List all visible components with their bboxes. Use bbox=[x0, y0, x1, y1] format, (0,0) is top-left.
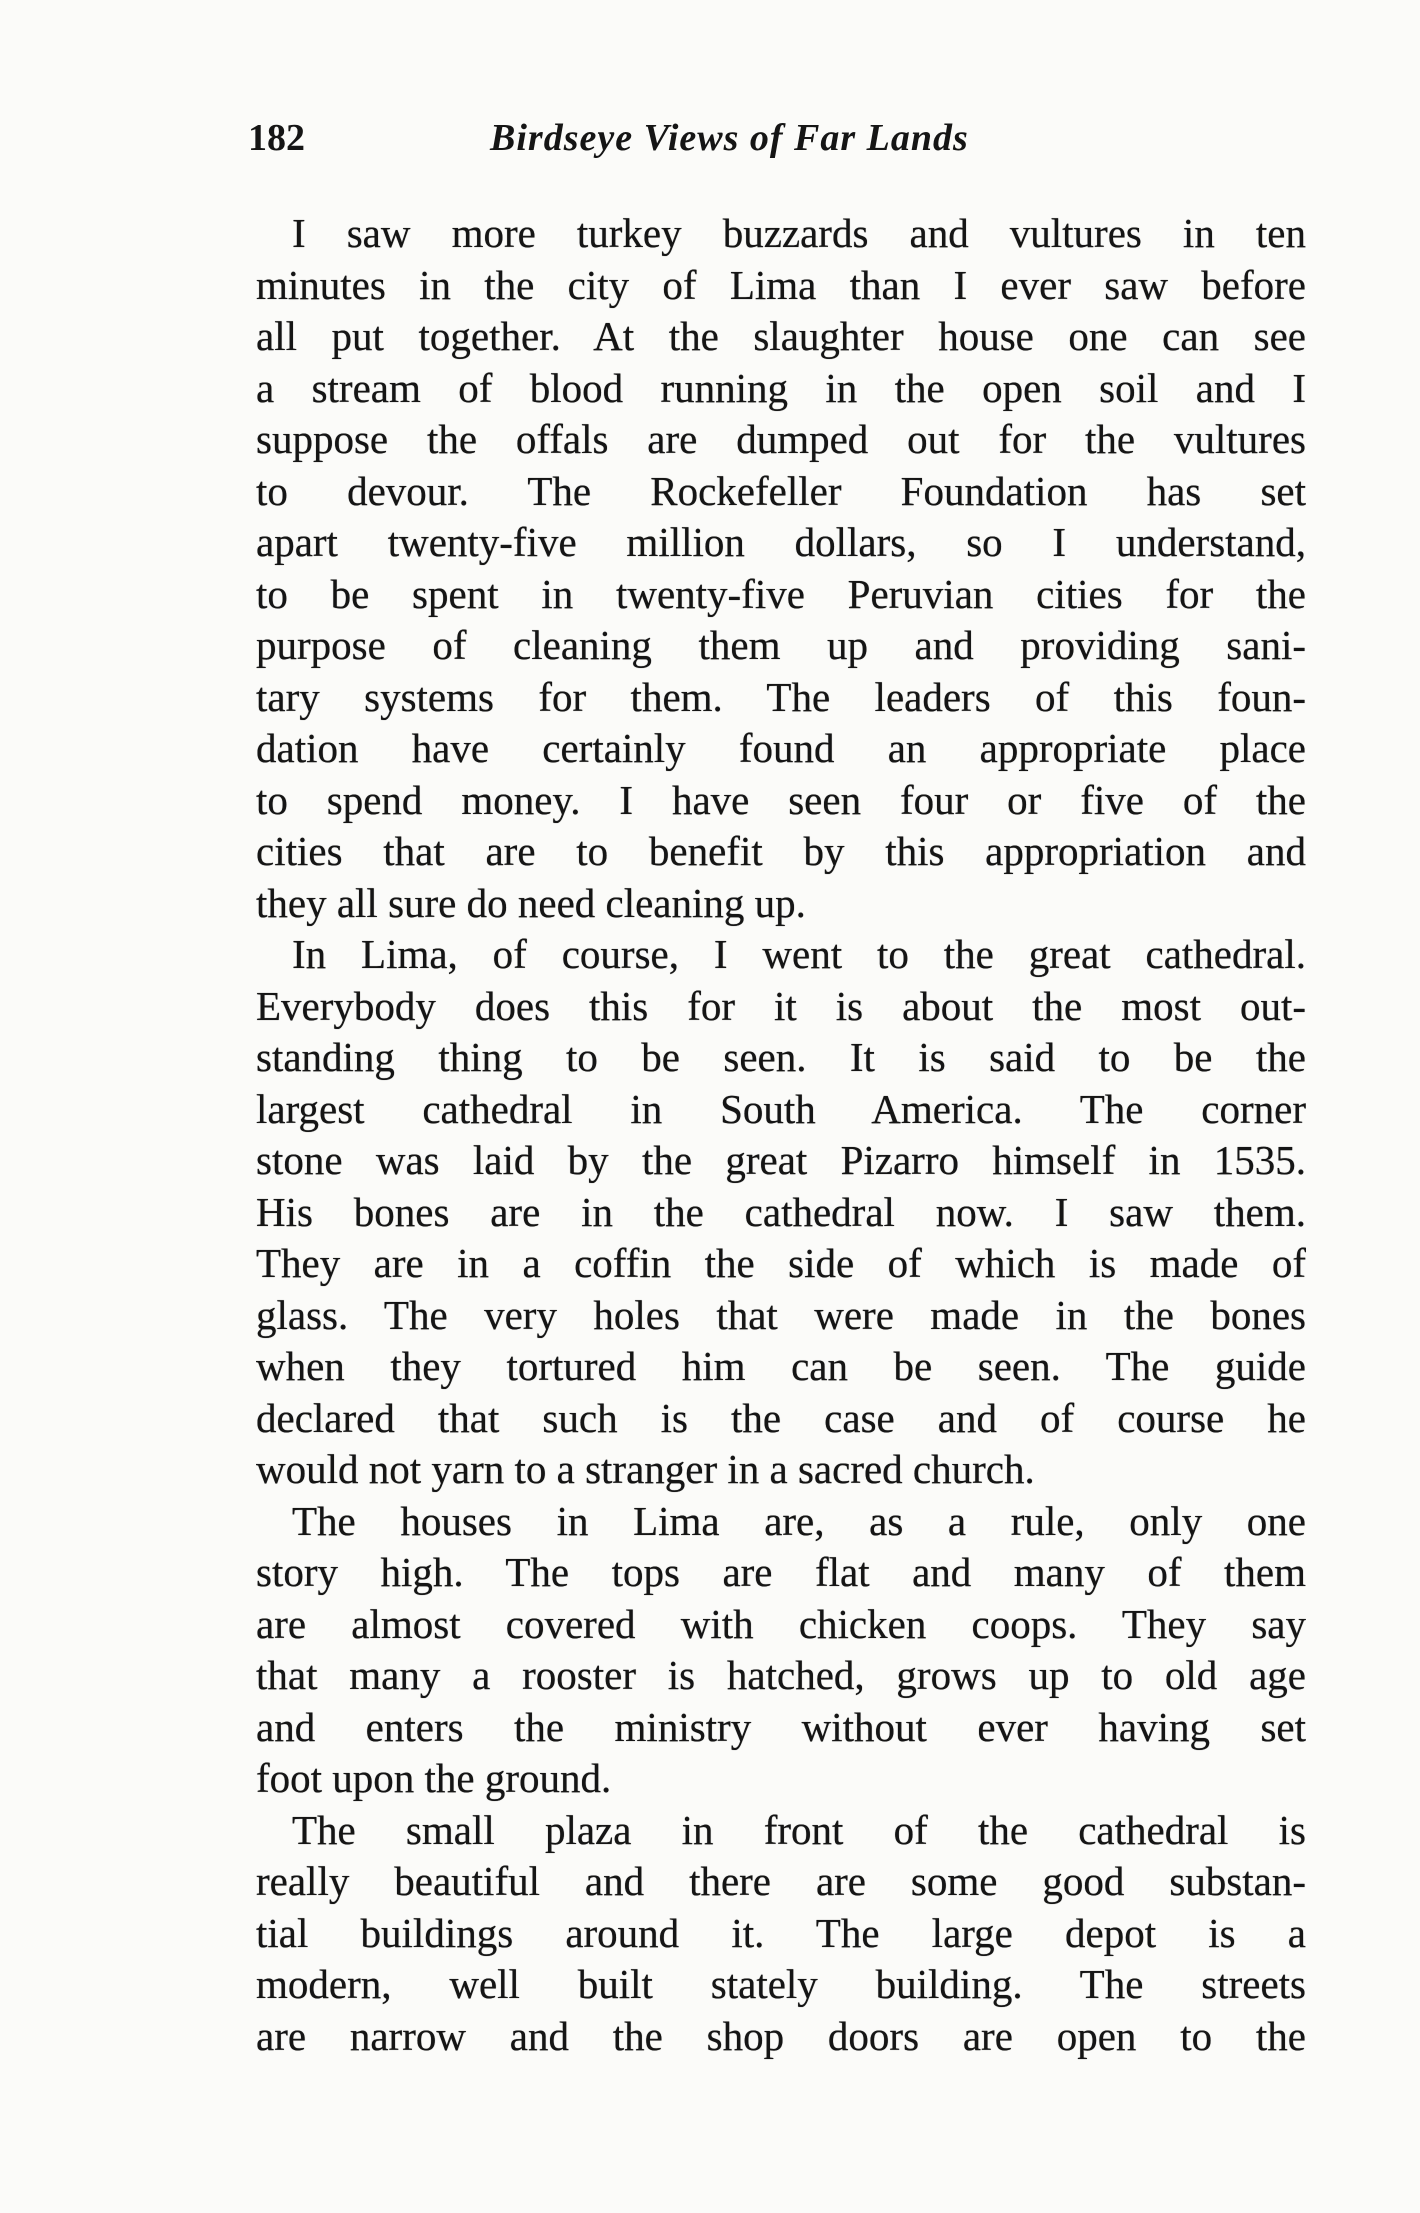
text-line: are almost covered with chicken coops. They say bbox=[256, 1600, 1306, 1647]
text-line: all put together. At the slaughter house one can see bbox=[256, 313, 1306, 359]
text-line: apart twenty-five million dollars, so I understand, bbox=[256, 519, 1306, 565]
text-line: modern, well built stately building. The streets bbox=[256, 1961, 1306, 2007]
text-line: standing thing to be seen. It is said to be the bbox=[256, 1034, 1306, 1080]
text-line: to devour. The Rockefeller Foundation has set bbox=[256, 467, 1306, 514]
text-line: Everybody does this for it is about the most out- bbox=[256, 982, 1306, 1029]
text-line: would not yarn to a stranger in a sacred church. bbox=[256, 1446, 1035, 1492]
paragraph bbox=[256, 1496, 1306, 1805]
text-line: when they tortured him can be seen. The guide bbox=[256, 1343, 1306, 1389]
text-line: stone was laid by the great Pizarro himself in 1535. bbox=[256, 1137, 1306, 1183]
text-line: that many a rooster is hatched, grows up to old age bbox=[256, 1652, 1306, 1698]
text-line: to be spent in twenty-five Peruvian cities for the bbox=[256, 570, 1306, 617]
text-line: really beautiful and there are some good substan- bbox=[256, 1858, 1306, 1904]
text-line: are narrow and the shop doors are open to the bbox=[256, 2012, 1306, 2059]
text-line: They are in a coffin the side of which is made of bbox=[256, 1240, 1306, 1286]
paragraph bbox=[256, 1805, 1306, 2063]
text-line: purpose of cleaning them up and providing sani- bbox=[256, 622, 1306, 668]
text-line: story high. The tops are flat and many of them bbox=[256, 1549, 1306, 1595]
text-line: they all sure do need cleaning up. bbox=[256, 879, 806, 926]
text-line: I saw more turkey buzzards and vultures in ten bbox=[292, 210, 1306, 256]
text-line: suppose the offals are dumped out for the vultures bbox=[256, 416, 1306, 462]
page-body bbox=[256, 208, 1306, 2062]
text-line: minutes in the city of Lima than I ever saw before bbox=[256, 261, 1306, 308]
page-number: 182 bbox=[248, 117, 305, 159]
text-line: In Lima, of course, I went to the great cathedral. bbox=[292, 931, 1306, 977]
text-line: a stream of blood running in the open soil and I bbox=[256, 364, 1306, 411]
text-line: tial buildings around it. The large depot is a bbox=[256, 1909, 1306, 1956]
text-line: tary systems for them. The leaders of this foun- bbox=[256, 673, 1306, 720]
text-line: dation have certainly found an appropriate place bbox=[256, 725, 1306, 771]
text-line: largest cathedral in South America. The corner bbox=[256, 1085, 1306, 1132]
text-line: His bones are in the cathedral now. I saw them. bbox=[256, 1188, 1306, 1235]
text-line: declared that such is the case and of course he bbox=[256, 1394, 1306, 1441]
text-line: and enters the ministry without ever having set bbox=[256, 1703, 1306, 1750]
text-line: foot upon the ground. bbox=[256, 1755, 612, 1801]
text-line: The small plaza in front of the cathedral is bbox=[292, 1806, 1306, 1853]
running-head: Birdseye Views of Far Lands bbox=[490, 117, 969, 159]
text-line: cities that are to benefit by this appropriation and bbox=[256, 828, 1306, 874]
text-line: glass. The very holes that were made in the bones bbox=[256, 1291, 1306, 1338]
paragraph bbox=[256, 929, 1306, 1496]
paragraph bbox=[256, 208, 1306, 929]
text-line: The houses in Lima are, as a rule, only one bbox=[292, 1497, 1306, 1544]
text-line: to spend money. I have seen four or five of the bbox=[256, 776, 1306, 823]
page-header bbox=[248, 116, 1308, 166]
